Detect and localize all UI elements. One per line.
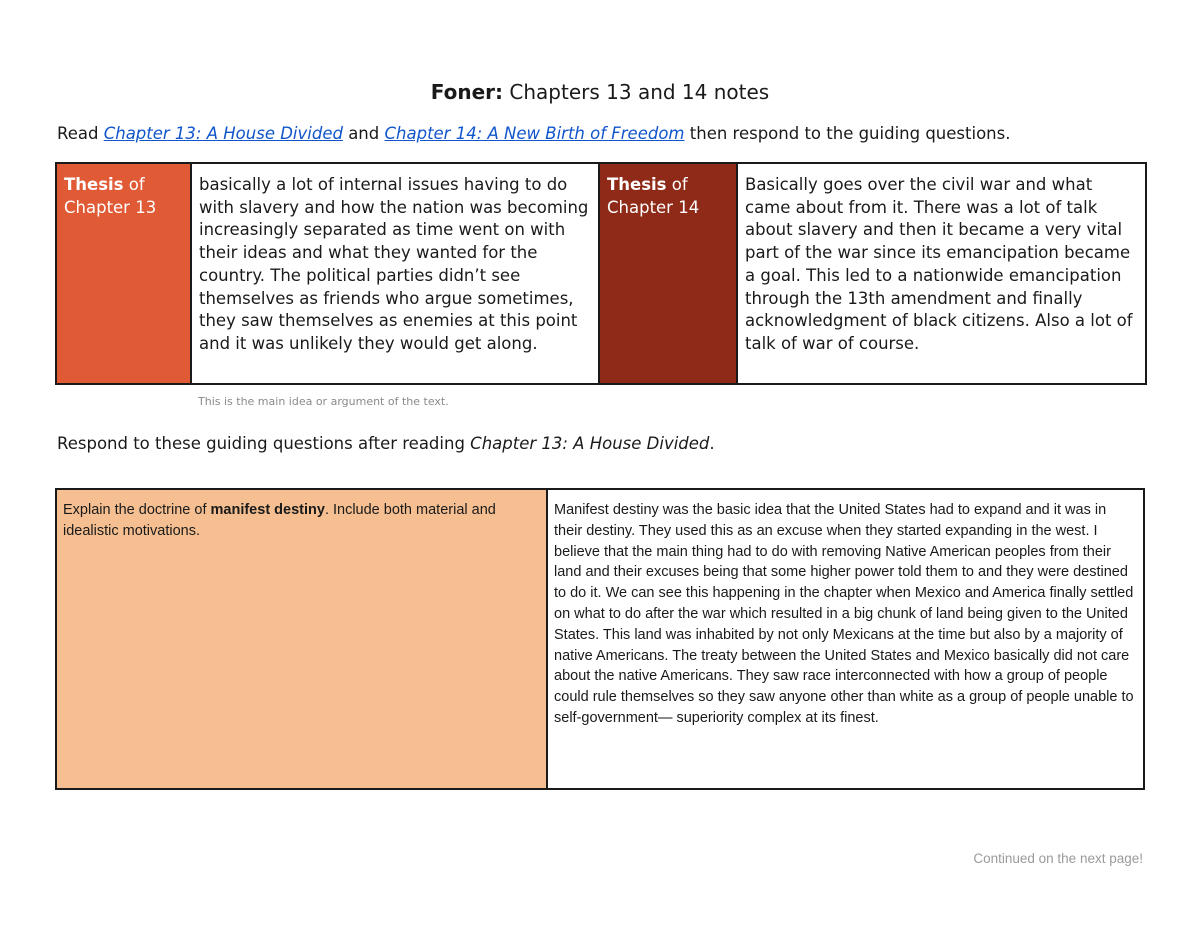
instructions — [57, 123, 1010, 145]
thesis-table — [55, 162, 1147, 385]
thesis-13-label-rest: of Chapter 13 — [64, 175, 157, 217]
title-rest: Chapters 13 and 14 notes — [503, 80, 770, 104]
continued-note: Continued on the next page! — [973, 851, 1143, 866]
respond-suffix: . — [709, 434, 715, 453]
page-title — [0, 79, 1200, 105]
question-row — [56, 489, 1144, 789]
instructions-suffix: then respond to the guiding questions. — [684, 124, 1011, 143]
instructions-prefix: Read — [57, 124, 104, 143]
prompt-before: Explain the doctrine of — [63, 502, 211, 518]
thesis-13-label — [56, 163, 191, 384]
thesis-14-label-rest: of Chapter 14 — [607, 175, 700, 217]
respond-prefix: Respond to these guiding questions after reading — [57, 434, 471, 453]
thesis-row — [56, 163, 1146, 384]
thesis-14-label — [599, 163, 737, 384]
respond-heading — [57, 433, 715, 455]
prompt-after: . Include both material and idealistic motivations. — [63, 502, 496, 539]
question-table — [55, 488, 1145, 790]
respond-chapter: Chapter 13: A House Divided — [470, 434, 710, 453]
chapter-14-link[interactable]: Chapter 14: A New Birth of Freedom — [384, 124, 685, 143]
instructions-middle: and — [342, 124, 385, 143]
thesis-hint: This is the main idea or argument of the text. — [198, 395, 449, 408]
thesis-13-text[interactable]: basically a lot of internal issues having to do with slavery and how the nation was becoming increasingly separated as time went on with their ideas and what they wanted for the country. The political parties didn’t see themselves as friends who argue sometimes, they saw themselves as enemies at this point and it was unlikely they would get along. — [191, 163, 599, 384]
chapter-13-link[interactable]: Chapter 13: A House Divided — [103, 124, 343, 143]
thesis-14-label-bold: Thesis — [607, 175, 667, 194]
title-bold: Foner: — [430, 80, 504, 104]
question-answer[interactable]: Manifest destiny was the basic idea that the United States had to expand and it was in their destiny. They used this as an excuse when they started expanding in the west. I believe that the main thing had to do with removing Native American peoples from their land and their excuses being that some higher power told them to and they were destined to do it. We can see this happening in the chapter when Mexico and America finally settled on what to do after the war which resulted in a big chunk of land being given to the United States. This land was inhabited by not only Mexicans at the time but also by a majority of native Americans. The treaty between the United States and Mexico basically did not care about the native Americans. They saw race interconnected with how a group of people could rule themselves so they saw anyone other than white as a group of people unable to self-government— superiority complex at its finest. — [547, 489, 1144, 789]
prompt-bold: manifest destiny — [210, 502, 325, 518]
question-prompt — [56, 489, 547, 789]
thesis-13-label-bold: Thesis — [64, 175, 124, 194]
thesis-14-text[interactable]: Basically goes over the civil war and what came about from it. There was a lot of talk about slavery and then it became a very vital part of the war since its emancipation became a goal. This led to a nationwide emancipation through the 13th amendment and finally acknowledgment of black citizens. Also a lot of talk of war of course. — [737, 163, 1146, 384]
